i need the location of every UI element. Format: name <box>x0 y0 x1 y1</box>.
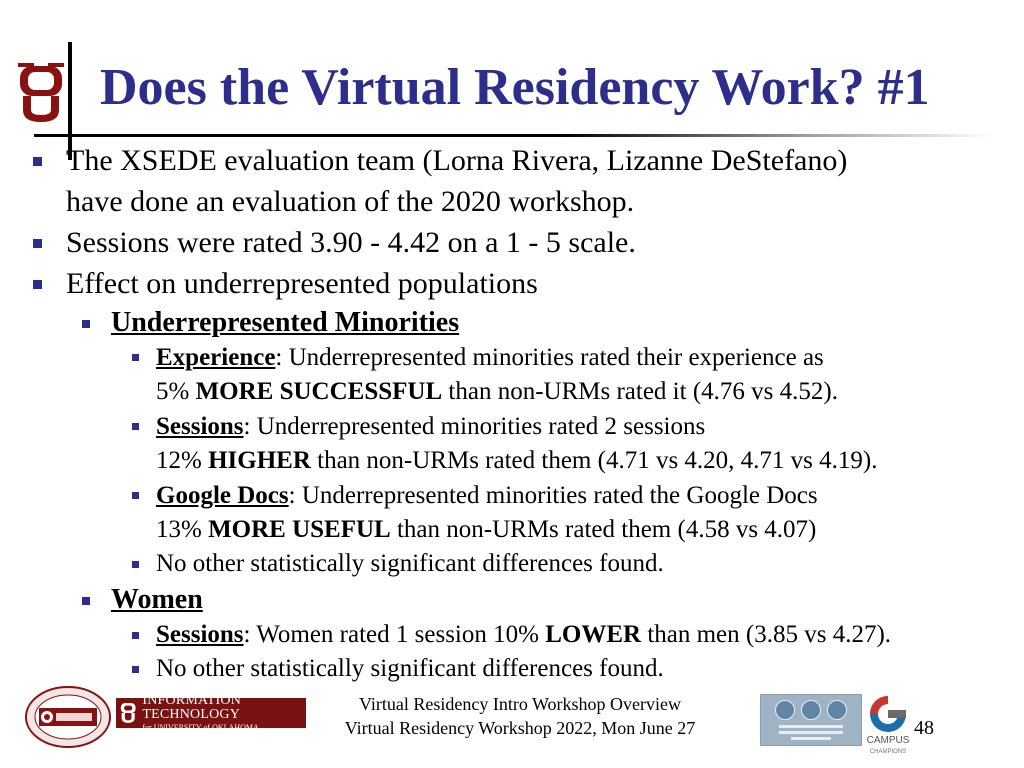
ou-mini-logo-icon <box>120 700 136 726</box>
footer-workshop-date: Virtual Residency Workshop 2022, Mon June 27 <box>344 718 696 738</box>
bullet-marker <box>132 666 139 673</box>
urm-experience-item-cont: 5% MORE SUCCESSFUL than non-URMs rated it (4.76 vs 4.52). <box>156 378 838 405</box>
slide-title: Does the Virtual Residency Work? #1 <box>100 59 930 116</box>
bullet-marker <box>132 492 139 499</box>
women-sessions-item: Sessions: Women rated 1 session 10% LOWER than men (3.85 vs 4.27). <box>156 621 892 648</box>
experience-emphasis: MORE SUCCESSFUL <box>195 378 443 405</box>
bullet-evaluation-team: The XSEDE evaluation team (Lorna Rivera, Lizanne DeStefano) <box>66 144 848 177</box>
women-sessions-emphasis: LOWER <box>545 621 642 648</box>
women-no-other-differences: No other statistically significant differences found. <box>156 655 664 682</box>
google-docs-label: Google Docs <box>156 482 289 509</box>
bullet-marker <box>132 423 139 430</box>
experience-label: Experience <box>156 344 276 371</box>
svg-text:CAMPUS: CAMPUS <box>866 735 910 746</box>
urm-sessions-item-cont: 12% HIGHER than non-URMs rated them (4.71 vs 4.20, 4.71 vs 4.19). <box>156 447 878 474</box>
footer-workshop-title: Virtual Residency Intro Workshop Overview <box>358 694 682 714</box>
oscer-logo-icon <box>25 686 111 748</box>
ou-logo-icon <box>18 62 64 126</box>
bullet-marker <box>132 632 139 639</box>
women-heading: Women <box>111 584 203 615</box>
urm-sessions-item: Sessions: Underrepresented minorities rated 2 sessions <box>156 413 706 440</box>
xsede-logo-icon <box>760 694 862 746</box>
sessions-emphasis: HIGHER <box>208 447 311 474</box>
sessions-label: Sessions <box>156 413 244 440</box>
bullet-session-ratings: Sessions were rated 3.90 - 4.42 on a 1 - 5 scale. <box>66 226 636 259</box>
women-sessions-label: Sessions <box>156 621 244 648</box>
svg-text:CHAMPIONS: CHAMPIONS <box>869 749 907 755</box>
it-banner-title: INFORMATION TECHNOLOGY <box>142 693 242 722</box>
urm-no-other-differences: No other statistically significant differences found. <box>156 550 664 577</box>
bullet-marker <box>33 239 42 248</box>
bullet-marker <box>33 280 42 289</box>
urm-experience-item: Experience: Underrepresented minorities rated their experience as <box>156 344 824 371</box>
urm-heading: Underrepresented Minorities <box>111 307 460 338</box>
campus-champions-logo-icon <box>866 692 910 756</box>
bullet-marker <box>132 354 139 361</box>
google-docs-emphasis: MORE USEFUL <box>208 516 391 543</box>
bullet-marker <box>82 320 90 328</box>
title-vertical-rule <box>68 42 72 160</box>
bullet-underrepresented-effect: Effect on underrepresented populations <box>66 267 538 300</box>
page-number: 48 <box>914 717 934 739</box>
bullet-marker <box>82 597 90 605</box>
urm-google-docs-item: Google Docs: Underrepresented minorities rated the Google Docs <box>156 482 818 509</box>
urm-google-docs-item-cont: 13% MORE USEFUL than non-URMs rated them (4.58 vs 4.07) <box>156 516 817 543</box>
bullet-marker <box>132 561 139 568</box>
it-banner-subtitle: for UNIVERSITY of OKLAHOMA <box>142 723 259 732</box>
bullet-evaluation-team-cont: have done an evaluation of the 2020 workshop. <box>66 185 635 218</box>
title-horizontal-rule <box>34 134 994 137</box>
it-ou-banner <box>116 693 306 732</box>
bullet-marker <box>33 157 42 166</box>
